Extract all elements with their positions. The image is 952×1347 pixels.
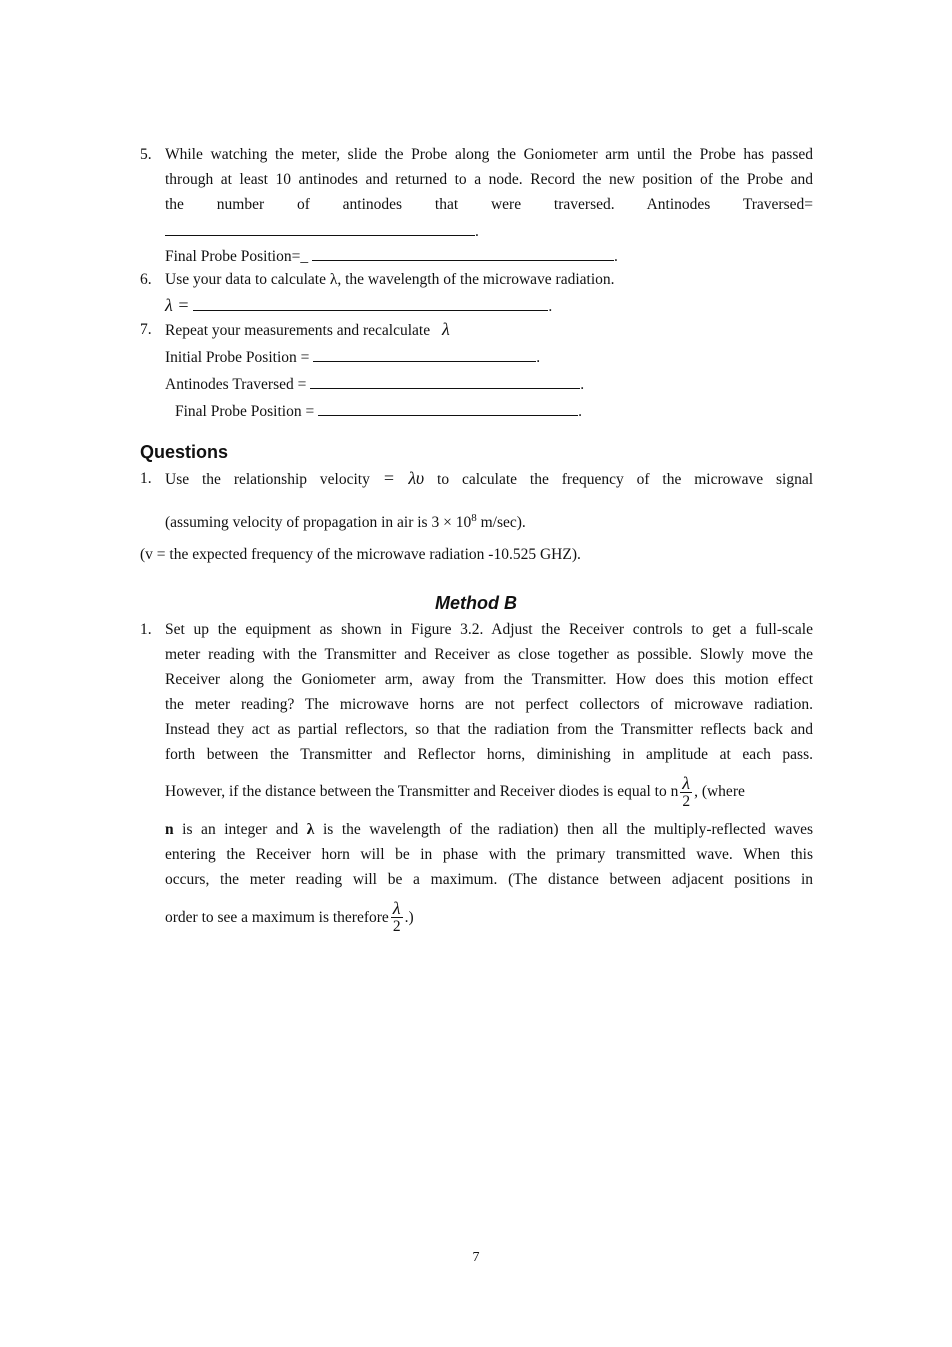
velocity-equation: = λυ [382, 468, 425, 488]
lambda-over-2-fraction: $\frac{\lambda}{2}$ [392, 897, 401, 935]
final-probe-blank-2[interactable] [318, 397, 578, 416]
step-text-line: Repeat your measurements and recalculate λ [165, 319, 450, 339]
lambda-answer-line: λ = . [165, 292, 813, 319]
method-b-line: n is an integer and λ is the wavelength of the radiation) then all the multiply-reflected waves [165, 821, 813, 838]
initial-probe-blank[interactable] [313, 343, 536, 362]
method-b-line: entering the Receiver horn will be in phase with the primary transmitted wave. When this [165, 846, 813, 863]
step-text-line: the number of antinodes that were traversed. Antinodes Traversed= [165, 196, 813, 213]
question-1 [140, 466, 813, 535]
step-7 [140, 317, 813, 424]
step-number: 1. [140, 621, 152, 638]
lambda-symbol: λ [441, 319, 450, 339]
method-b-step-1 [140, 617, 813, 942]
step-number: 7. [140, 321, 152, 338]
lambda-blank[interactable] [193, 292, 548, 311]
questions-heading: Questions [140, 442, 229, 462]
initial-probe-label: Initial Probe Position = [165, 349, 310, 366]
final-probe-blank[interactable] [312, 242, 614, 261]
final-probe-label: Final Probe Position=_ [165, 248, 309, 265]
n-lambda-over-2-fraction: $\frac{\lambda}{2}$ [682, 772, 691, 810]
method-b-line: occurs, the meter reading will be a maximum. (The distance between adjacent positions in [165, 871, 813, 888]
step-text-line: While watching the meter, slide the Probe along the Goniometer arm until the Probe has passed [165, 146, 813, 163]
step-text-line: through at least 10 antinodes and returned to a node. Record the new position of the Probe and [165, 171, 813, 188]
antinodes-answer-line: . [165, 217, 813, 242]
lambda-equals: λ = [165, 295, 190, 315]
method-b-line: forth between the Transmitter and Reflector horns, diminishing in amplitude at each pass. [165, 746, 813, 763]
order-line: order to see a maximum is therefore $\frac{\lambda}{2}$ .) [165, 897, 414, 935]
final-probe-line-2: Final Probe Position = . [165, 397, 813, 424]
antinodes-traversed-blank[interactable] [310, 370, 580, 389]
method-b-line: Instead they act as partial reflectors, so that the radiation from the Transmitter reflects back and [165, 721, 813, 738]
step-text-line: Use your data to calculate λ, the wavelength of the microwave radiation. [165, 271, 615, 288]
step-5 [140, 142, 813, 269]
method-b-line: meter reading with the Transmitter and Receiver as close together as possible. Slowly move the [165, 646, 813, 663]
antinodes-traversed-label: Antinodes Traversed = [165, 376, 307, 393]
question-text-line: (assuming velocity of propagation in air is $3 \times 10^8$ m/sec). [165, 512, 526, 532]
page-number: 7 [472, 1250, 480, 1265]
step-6 [140, 267, 813, 319]
antinodes-blank[interactable] [165, 217, 475, 236]
method-b-heading: Method B [435, 593, 517, 613]
exponent: 8 [471, 512, 477, 524]
question-number: 1. [140, 470, 152, 487]
initial-probe-line: Initial Probe Position = . [165, 343, 813, 370]
method-b-line: Set up the equipment as shown in Figure 3.2. Adjust the Receiver controls to get a full-scale [165, 621, 813, 638]
final-probe-label-2: Final Probe Position = [175, 403, 315, 420]
step-number: 5. [140, 146, 152, 163]
method-b-line: Receiver along the Goniometer arm, away from the Transmitter. How does this motion effect [165, 671, 813, 688]
question-text-line: Use the relationship velocity = λυ to calculate the frequency of the microwave signal [165, 468, 813, 488]
step-number: 6. [140, 271, 152, 288]
method-b-line: the meter reading? The microwave horns are not perfect collectors of microwave radiation. [165, 696, 813, 713]
final-probe-line: Final Probe Position=_ . [165, 242, 813, 269]
frequency-note: (v = the expected frequency of the microwave radiation -10.525 GHZ). [140, 546, 581, 563]
however-line: However, if the distance between the Transmitter and Receiver diodes is equal to n $\frac{\lambda}{2}$ , (where [165, 772, 745, 810]
antinodes-traversed-line: Antinodes Traversed = . [165, 370, 813, 397]
